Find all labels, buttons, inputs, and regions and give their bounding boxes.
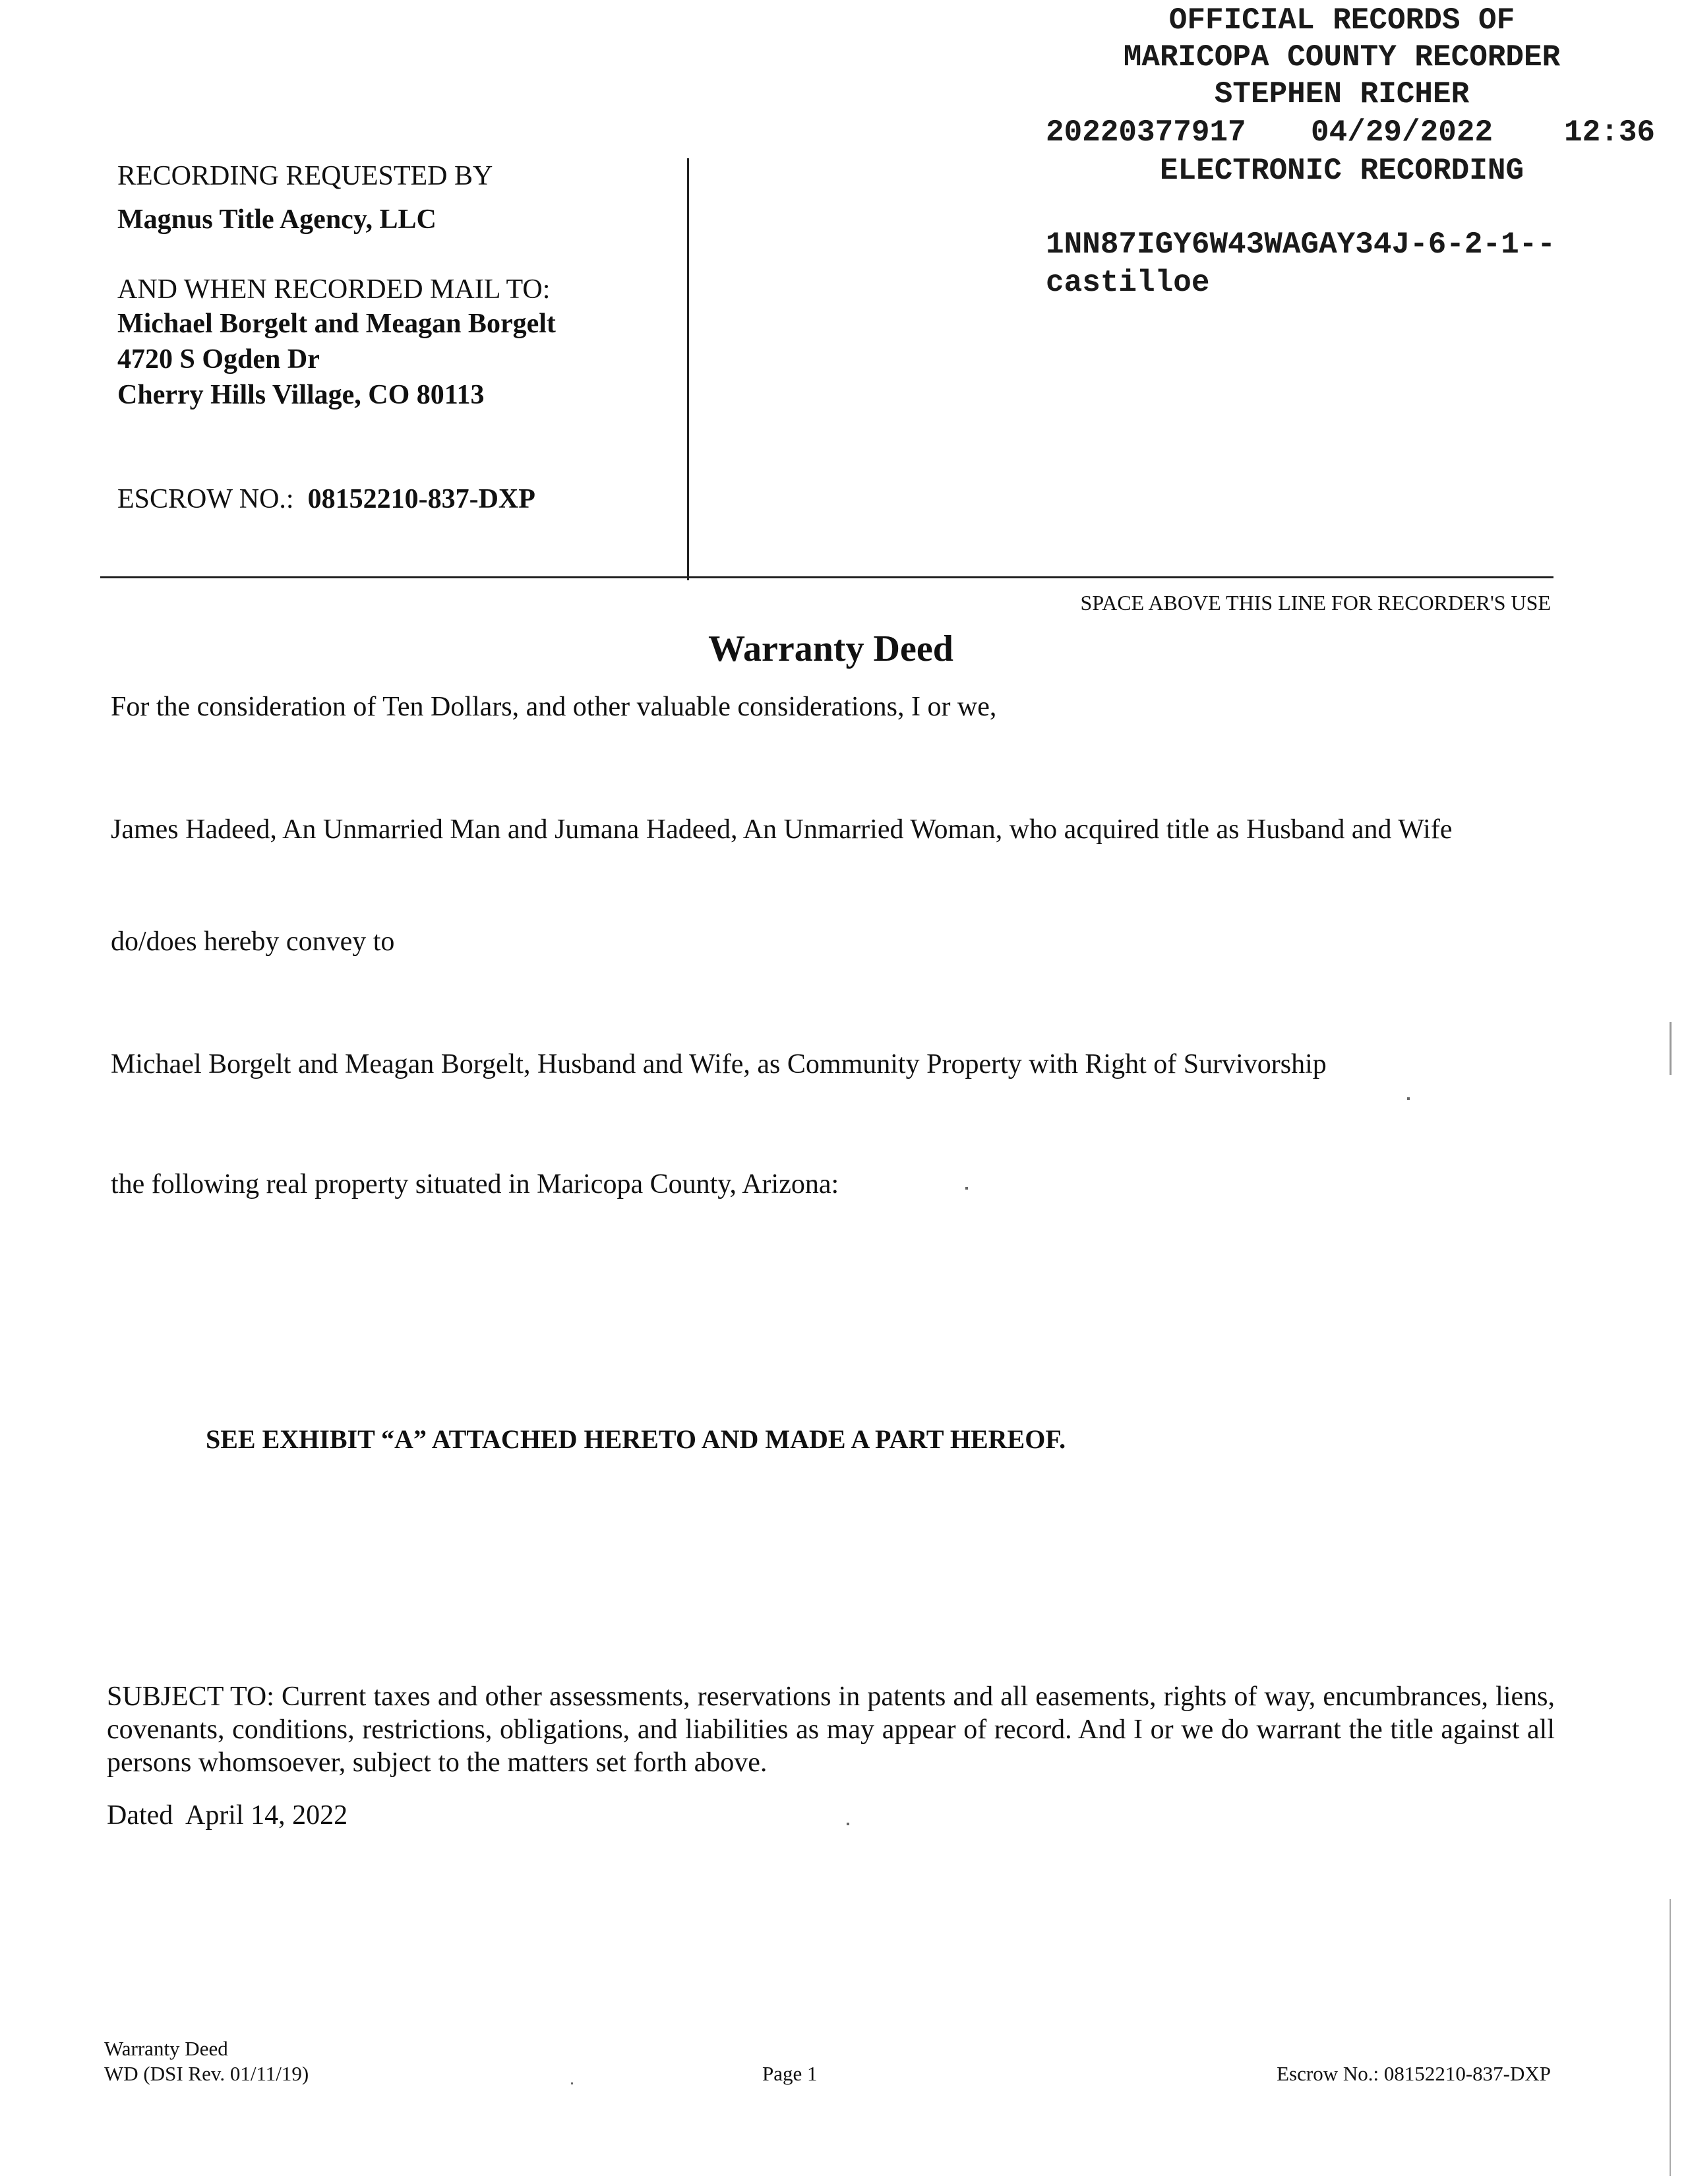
dated-row (107, 1799, 347, 1832)
stamp-record-date: 04/29/2022 (1311, 115, 1493, 150)
footer-form-revision: WD (DSI Rev. 01/11/19) (104, 2062, 309, 2085)
scan-edge-mark (1670, 1022, 1672, 1075)
mail-to-name: Michael Borgelt and Meagan Borgelt (117, 309, 556, 339)
stamp-record-time: 12:36 (1564, 115, 1656, 150)
stamp-record-number: 20220377917 (1046, 115, 1246, 150)
scan-speck (847, 1823, 849, 1825)
stamp-line-recorder-name: STEPHEN RICHER (1214, 77, 1470, 111)
recorder-use-note: SPACE ABOVE THIS LINE FOR RECORDER'S USE (1080, 591, 1551, 615)
stamp-line-county-recorder: MARICOPA COUNTY RECORDER (1123, 40, 1561, 75)
grantees-clause: Michael Borgelt and Meagan Borgelt, Husband and Wife, as Community Property with Right of Survivorship (111, 1049, 1327, 1079)
subject-to-clause: SUBJECT TO: Current taxes and other assessments, reservations in patents and all easements, rights of way, encumbrances, liens, covenants, conditions, restrictions, obligations, and liabilities as may appear of record. And I or we do warrant the title against all persons whomsoever, subject to the matters set forth above. (107, 1682, 1555, 1778)
convey-clause: do/does hereby convey to (111, 926, 395, 957)
dated-value: April 14, 2022 (185, 1800, 348, 1831)
dated-label: Dated (107, 1800, 173, 1831)
mail-to-city: Cherry Hills Village, CO 80113 (117, 380, 485, 410)
mail-to-street: 4720 S Ogden Dr (117, 344, 320, 375)
recording-requested-by-label: RECORDING REQUESTED BY (117, 161, 493, 191)
stamp-clerk-id: castilloe (1046, 266, 1210, 300)
scan-edge-mark (1670, 1899, 1671, 2176)
recording-requested-by: Magnus Title Agency, LLC (117, 204, 437, 235)
scan-speck (965, 1187, 968, 1190)
footer-form-name: Warranty Deed (104, 2037, 228, 2060)
escrow-row (117, 483, 535, 516)
footer-escrow-number: Escrow No.: 08152210-837-DXP (1277, 2062, 1551, 2085)
escrow-label: ESCROW NO.: (117, 484, 294, 514)
exhibit-reference: SEE EXHIBIT “A” ATTACHED HERETO AND MADE A PART HEREOF. (206, 1424, 1066, 1454)
scan-speck (571, 2082, 573, 2084)
property-clause: the following real property situated in Maricopa County, Arizona: (111, 1169, 839, 1199)
mail-to-label: AND WHEN RECORDED MAIL TO: (117, 274, 551, 305)
scan-speck (1407, 1097, 1410, 1100)
consideration-clause: For the consideration of Ten Dollars, and other valuable considerations, I or we, (111, 692, 997, 722)
recorder-use-line (100, 576, 1553, 578)
stamp-line-official-records: OFFICIAL RECORDS OF (1168, 3, 1515, 38)
grantors-clause: James Hadeed, An Unmarried Man and Jumana Hadeed, An Unmarried Woman, who acquired title as Husband and Wife (111, 814, 1453, 845)
footer-page-number: Page 1 (762, 2062, 818, 2085)
recording-block-divider (687, 158, 689, 580)
stamp-electronic-recording: ELECTRONIC RECORDING (1159, 154, 1524, 188)
stamp-document-code: 1NN87IGY6W43WAGAY34J-6-2-1-- (1046, 228, 1555, 262)
escrow-number: 08152210-837-DXP (307, 484, 535, 514)
document-title: Warranty Deed (708, 628, 953, 669)
